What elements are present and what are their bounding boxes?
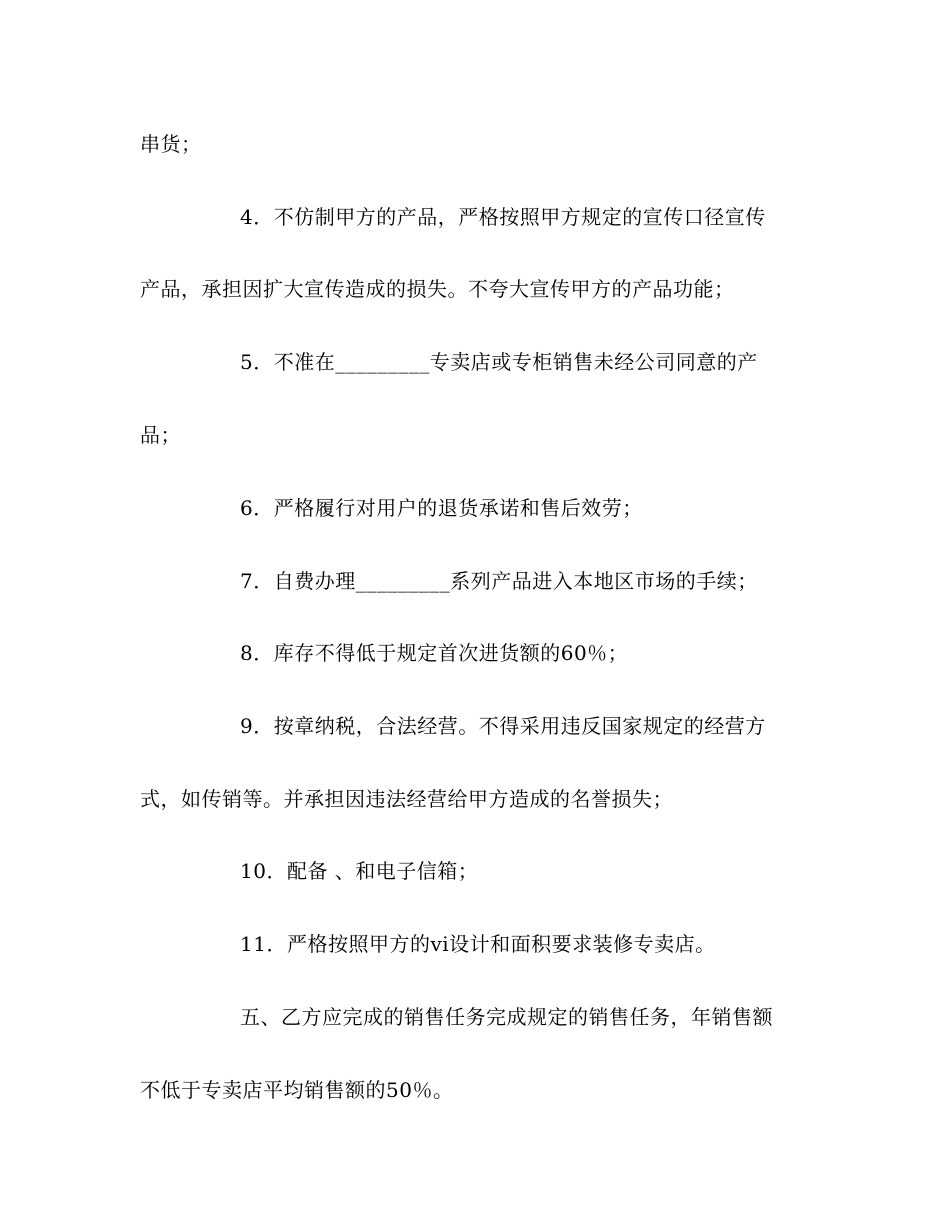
text-line-item-5: 5．不准在_________专卖店或专柜销售未经公司同意的产 xyxy=(240,350,758,374)
text-line-item-4: 4．不仿制甲方的产品，严格按照甲方规定的宣传口径宣传 xyxy=(240,205,766,229)
text-line-section-5-cont: 不低于专卖店平均销售额的50％。 xyxy=(140,1078,454,1102)
text-line-item-10: 10．配备 、和电子信箱； xyxy=(240,859,479,883)
text-line-item-8: 8．库存不得低于规定首次进货额的60％； xyxy=(240,641,629,665)
text-line-item-9: 9．按章纳税，合法经营。不得采用违反国家规定的经营方 xyxy=(240,714,766,738)
text-line-item-11: 11．严格按照甲方的vi设计和面积要求装修专卖店。 xyxy=(240,932,716,956)
text-line-section-5: 五、乙方应完成的销售任务完成规定的销售任务，年销售额 xyxy=(240,1005,773,1029)
text-line-item-4-cont: 产品，承担因扩大宣传造成的损失。不夸大宣传甲方的产品功能； xyxy=(140,277,735,301)
text-line-item-6: 6．严格履行对用户的退货承诺和售后效劳； xyxy=(240,496,643,520)
text-line-item-5-cont: 品； xyxy=(140,423,181,447)
text-line-item-7: 7．自费办理_________系列产品进入本地区市场的手续； xyxy=(240,569,758,593)
text-line-continuation-item3: 串货； xyxy=(140,132,202,156)
text-line-item-9-cont: 式，如传销等。并承担因违法经营给甲方造成的名誉损失； xyxy=(140,787,673,811)
